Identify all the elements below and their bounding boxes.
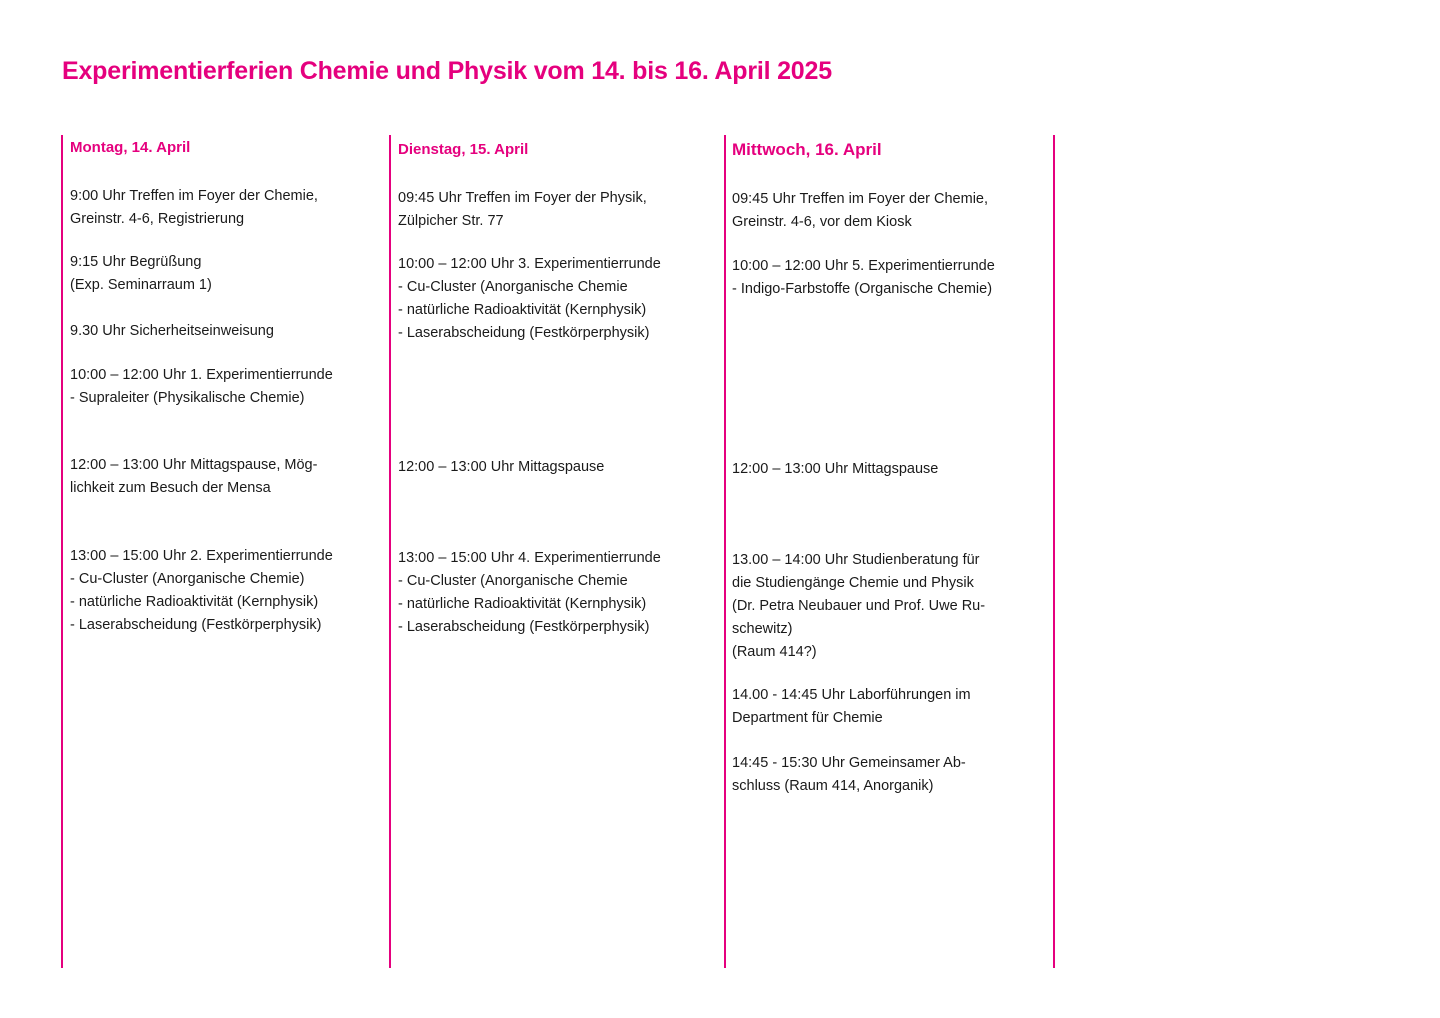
entry-line: - Laserabscheidung (Festkörperphysik) — [398, 619, 650, 635]
entry-line: 10:00 – 12:00 Uhr 1. Experimentierrunde — [70, 367, 333, 383]
entry-line: - natürliche Radioaktivität (Kernphysik) — [70, 594, 319, 610]
entry-line: 14.00 - 14:45 Uhr Laborführungen im — [732, 687, 971, 703]
entry-line: 9:00 Uhr Treffen im Foyer der Chemie, — [70, 188, 318, 204]
entry-line: 12:00 – 13:00 Uhr Mittagspause — [732, 461, 939, 477]
entry-line: (Dr. Petra Neubauer und Prof. Uwe Ru- — [732, 598, 986, 614]
schedule-entry — [398, 456, 604, 479]
schedule-entry — [732, 458, 938, 481]
page-title: Experimentierferien Chemie und Physik vom 14. bis 16. April 2025 — [62, 57, 832, 85]
schedule-entry — [732, 549, 985, 664]
entry-line: schluss (Raum 414, Anorganik) — [732, 778, 934, 794]
column-divider — [389, 135, 391, 968]
entry-line: - Indigo-Farbstoffe (Organische Chemie) — [732, 281, 993, 297]
day-heading: Dienstag, 15. April — [398, 141, 529, 158]
schedule-entry — [70, 454, 317, 500]
day-heading: Montag, 14. April — [70, 139, 191, 156]
entry-line: die Studiengänge Chemie und Physik — [732, 575, 974, 591]
entry-line: - natürliche Radioaktivität (Kernphysik) — [398, 596, 647, 612]
schedule-entry — [398, 547, 661, 639]
entry-line: 12:00 – 13:00 Uhr Mittagspause — [398, 459, 605, 475]
day-heading: Mittwoch, 16. April — [732, 140, 882, 159]
entry-line: - natürliche Radioaktivität (Kernphysik) — [398, 302, 647, 318]
entry-line: 09:45 Uhr Treffen im Foyer der Chemie, — [732, 191, 989, 207]
entry-line: lichkeit zum Besuch der Mensa — [70, 480, 271, 496]
schedule-entry — [398, 253, 661, 345]
schedule-entry — [732, 684, 971, 730]
schedule-entry — [732, 752, 966, 798]
schedule-entry — [70, 545, 333, 637]
entry-line: Greinstr. 4-6, Registrierung — [70, 211, 245, 227]
entry-line: 13:00 – 15:00 Uhr 2. Experimentierrunde — [70, 548, 333, 564]
schedule-entry — [70, 185, 318, 231]
entry-line: Department für Chemie — [732, 710, 883, 726]
schedule-entry — [732, 188, 988, 234]
entry-line: 9:15 Uhr Begrüßung — [70, 254, 202, 270]
entry-line: - Cu-Cluster (Anorganische Chemie) — [70, 571, 305, 587]
entry-line: 12:00 – 13:00 Uhr Mittagspause, Mög- — [70, 457, 318, 473]
entry-line: 09:45 Uhr Treffen im Foyer der Physik, — [398, 190, 647, 206]
entry-line: - Cu-Cluster (Anorganische Chemie — [398, 573, 628, 589]
entry-line: - Supraleiter (Physikalische Chemie) — [70, 390, 305, 406]
schedule-entry — [70, 251, 212, 297]
schedule-entry — [70, 320, 274, 343]
entry-line: 14:45 - 15:30 Uhr Gemeinsamer Ab- — [732, 755, 966, 771]
entry-line: - Laserabscheidung (Festkörperphysik) — [70, 617, 322, 633]
entry-line: Greinstr. 4-6, vor dem Kiosk — [732, 214, 912, 230]
entry-line: 10:00 – 12:00 Uhr 5. Experimentierrunde — [732, 258, 995, 274]
entry-line: 10:00 – 12:00 Uhr 3. Experimentierrunde — [398, 256, 661, 272]
entry-line: - Cu-Cluster (Anorganische Chemie — [398, 279, 628, 295]
entry-line: (Raum 414?) — [732, 644, 817, 660]
schedule-entry — [70, 364, 333, 410]
entry-line: 13.00 – 14:00 Uhr Studienberatung für — [732, 552, 980, 568]
entry-line: Zülpicher Str. 77 — [398, 213, 504, 229]
entry-line: 13:00 – 15:00 Uhr 4. Experimentierrunde — [398, 550, 661, 566]
column-divider — [61, 135, 63, 968]
column-divider — [724, 135, 726, 968]
entry-line: schewitz) — [732, 621, 793, 637]
entry-line: 9.30 Uhr Sicherheitseinweisung — [70, 323, 274, 339]
entry-line: - Laserabscheidung (Festkörperphysik) — [398, 325, 650, 341]
entry-line: (Exp. Seminarraum 1) — [70, 277, 212, 293]
schedule-entry — [398, 187, 647, 233]
column-divider — [1053, 135, 1055, 968]
schedule-entry — [732, 255, 995, 301]
